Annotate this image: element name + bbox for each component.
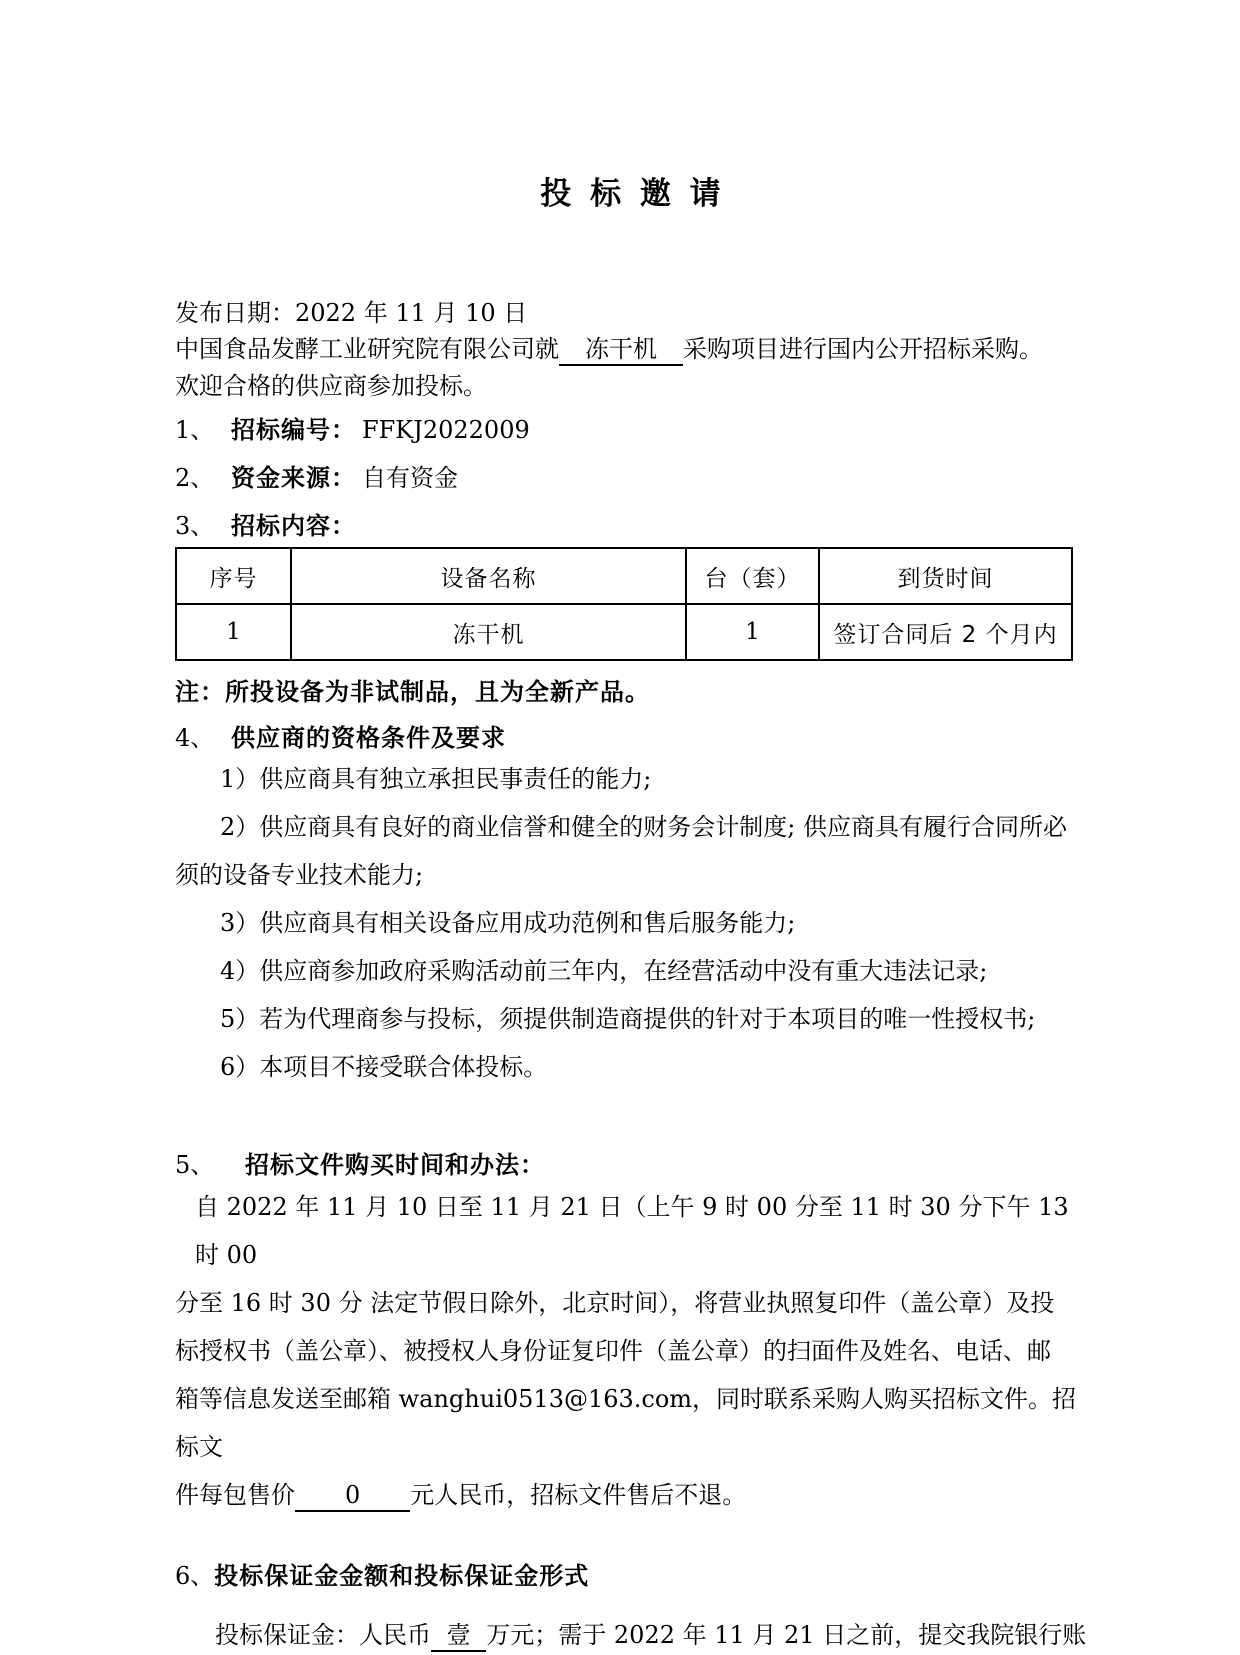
section-3-bid-content (175, 509, 1090, 543)
intro-line-1 (175, 331, 1090, 368)
fund-source-value: 自有资金 (362, 464, 458, 492)
section-number: 2、 (175, 464, 215, 492)
qualification-item-2: 2）供应商具有良好的商业信誉和健全的财务会计制度; 供应商具有履行合同所必 (220, 813, 1067, 841)
section-number: 3、 (175, 512, 215, 540)
purchase-paragraph-line-4: 箱等信息发送至邮箱 wanghui0513@163.com，同时联系采购人购买招标文件。招标文 (175, 1385, 1077, 1461)
deposit-paragraph (175, 1615, 1090, 1655)
qualification-item-5: 5）若为代理商参与投标，须提供制造商提供的针对于本项目的唯一性授权书; (220, 1005, 1036, 1033)
qualification-item-6: 6）本项目不接受联合体投标。 (220, 1053, 548, 1081)
purchase-paragraph-line-3: 标授权书（盖公章）、被授权人身份证复印件（盖公章）的扫面件及姓名、电话、邮 (175, 1337, 1051, 1365)
section-label: 招标文件购买时间和办法： (245, 1151, 545, 1179)
underlined-blank-amount: 壹 (431, 1621, 486, 1652)
table-header-row (176, 548, 1072, 604)
deposit-text-post: 万元；需于 2022 年 11 月 21 日之前，提交我院银行账 (486, 1621, 1087, 1649)
cell-quantity: 1 (686, 604, 819, 660)
section-1-bid-number (175, 413, 1090, 447)
intro-line-2: 欢迎合格的供应商参加投标。 (175, 372, 487, 400)
header-serial: 序号 (176, 548, 291, 604)
section-label: 供应商的资格条件及要求 (231, 724, 506, 752)
purchase-paragraph-line-2: 分至 16 时 30 分 法定节假日除外，北京时间），将营业执照复印件（盖公章）及投 (175, 1289, 1055, 1317)
bid-number-value: FFKJ2022009 (362, 416, 530, 444)
qualification-item-2-cont: 须的设备专业技术能力; (175, 861, 424, 889)
qualification-item-3: 3）供应商具有相关设备应用成功范例和售后服务能力; (220, 909, 796, 937)
section-number: 1、 (175, 416, 215, 444)
intro-text-pre: 中国食品发酵工业研究院有限公司就 (175, 335, 559, 363)
section-4-qualifications (175, 721, 1090, 755)
purchase-paragraph-line-1: 自 2022 年 11 月 10 日至 11 月 21 日（上午 9 时 00 分至 11 时 30 分下午 13 时 00 (195, 1193, 1069, 1269)
deposit-text-pre: 投标保证金：人民币 (215, 1621, 431, 1649)
header-equipment-name: 设备名称 (291, 548, 686, 604)
table-row (176, 604, 1072, 660)
section-6-bid-deposit (175, 1559, 1090, 1593)
cell-delivery-time: 签订合同后 2 个月内 (819, 604, 1072, 660)
publish-date: 发布日期：2022 年 11 月 10 日 (175, 299, 528, 327)
qualification-item-4: 4）供应商参加政府采购活动前三年内，在经营活动中没有重大违法记录; (220, 957, 988, 985)
section-label: 资金来源： (231, 464, 356, 492)
section-2-fund-source (175, 461, 1090, 495)
intro-text-post: 采购项目进行国内公开招标采购。 (683, 335, 1043, 363)
section-label: 投标保证金金额和投标保证金形式 (214, 1562, 590, 1590)
header-quantity: 台（套） (686, 548, 819, 604)
section-number: 4、 (175, 724, 215, 752)
qualification-item-1: 1）供应商具有独立承担民事责任的能力; (220, 765, 652, 793)
header-delivery-time: 到货时间 (819, 548, 1072, 604)
section-label: 招标内容： (231, 512, 356, 540)
section-number: 5、 (175, 1151, 215, 1179)
section-label: 招标编号： (231, 416, 356, 444)
price-text-post: 元人民币，招标文件售后不退。 (410, 1481, 747, 1509)
underlined-blank-project: 冻干机 (559, 335, 683, 366)
section-number: 6、 (175, 1562, 215, 1590)
purchase-paragraph-line-5 (175, 1471, 1090, 1519)
page-title: 投 标 邀 请 (540, 176, 725, 212)
underlined-blank-price: 0 (295, 1481, 410, 1512)
section-5-purchase-method (175, 1147, 1090, 1183)
cell-equipment-name: 冻干机 (291, 604, 686, 660)
table-note: 注：所投设备为非试制品，且为全新产品。 (175, 678, 650, 706)
price-text-pre: 件每包售价 (175, 1481, 295, 1509)
bid-content-table (175, 547, 1073, 661)
cell-serial: 1 (176, 604, 291, 660)
